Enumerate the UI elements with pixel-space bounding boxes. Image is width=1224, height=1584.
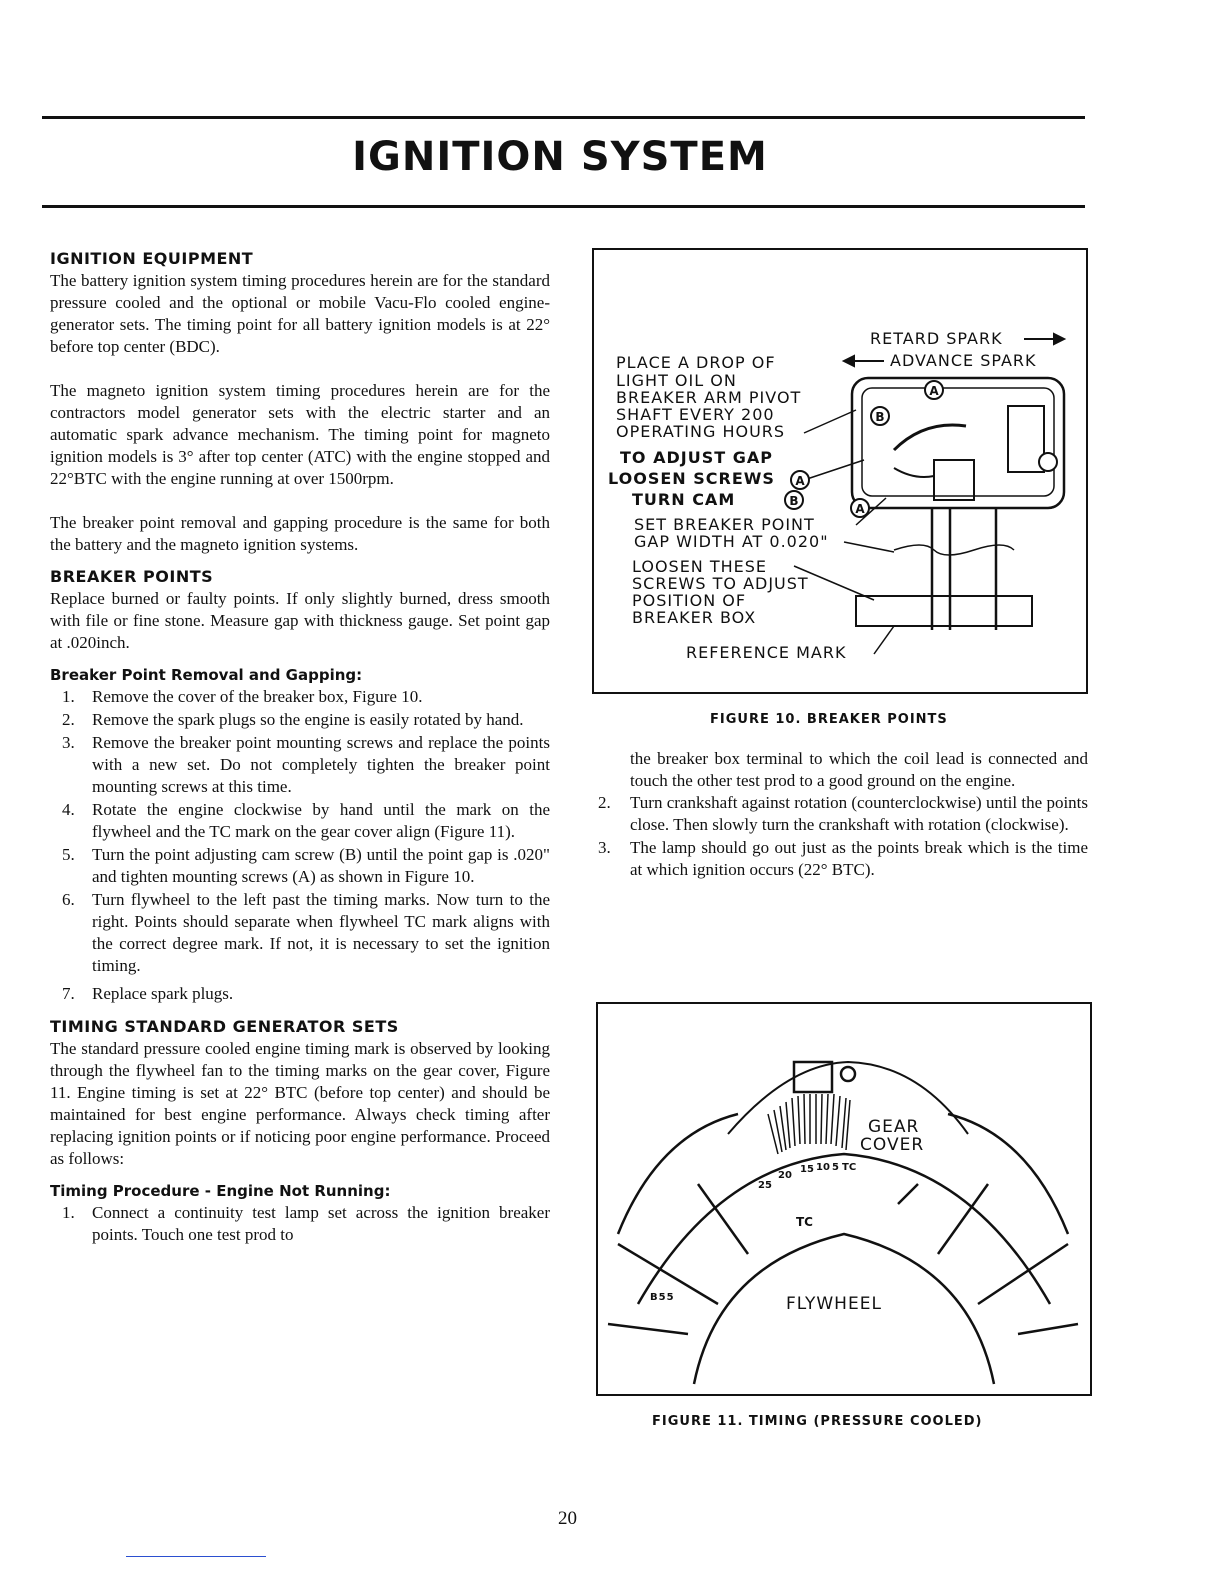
list-item: 2. Turn crankshaft against rotation (counterclockwise) until the points close. Then slowly turn the crankshaft with rotation (clockwise). (598, 793, 1088, 834)
svg-text:GEAR: GEAR (868, 1117, 920, 1137)
breaker-steps-list (50, 686, 550, 1005)
svg-text:TURN CAM: TURN CAM (632, 490, 736, 509)
paragraph: The magneto ignition system timing procedures herein are for the contractors model generator sets with the electric starter and an automatic spark advance mechanism. The timing point for magneto ignition models is 3° after top center (ATC) with the engine stopped and 22°BTC with the engine running at over 1500rpm. (50, 381, 550, 488)
list-item: 7. Replace spark plugs. (62, 984, 234, 1003)
paragraph: The breaker point removal and gapping procedure is the same for both the battery and the magneto ignition systems. (50, 513, 550, 554)
svg-text:A: A (929, 384, 939, 398)
svg-text:10: 10 (816, 1162, 830, 1173)
paragraph: Replace burned or faulty points. If only slightly burned, dress smooth with file or fine stone. Measure gap with thickness gauge. Set point gap at .020inch. (50, 589, 550, 652)
svg-text:A: A (795, 474, 805, 488)
svg-text:20: 20 (778, 1170, 792, 1181)
svg-text:FLYWHEEL: FLYWHEEL (786, 1294, 882, 1314)
timing-steps-list (50, 1202, 550, 1246)
timing-steps-list-continued (598, 792, 1088, 881)
list-item: 3. The lamp should go out just as the points break which is the time at which ignition occurs (22° BTC). (598, 838, 1088, 879)
svg-text:SCREWS TO ADJUST: SCREWS TO ADJUST (632, 574, 809, 593)
list-item: 3. Remove the breaker point mounting screws and replace the points with a new set. Do not completely tighten the breaker point mounting screws at this time. (62, 733, 550, 796)
section-heading-ignition-equipment: IGNITION EQUIPMENT (50, 249, 254, 268)
list-item: 4. Rotate the engine clockwise by hand until the mark on the flywheel and the TC mark on the gear cover align (Figure 11). (62, 800, 550, 841)
figure-10-caption: FIGURE 10. BREAKER POINTS (710, 712, 948, 727)
svg-text:TC: TC (842, 1162, 857, 1173)
svg-text:LOOSEN THESE: LOOSEN THESE (632, 557, 768, 576)
subheading-timing-procedure: Timing Procedure - Engine Not Running: (50, 1182, 391, 1200)
figure-11-caption: FIGURE 11. TIMING (PRESSURE COOLED) (652, 1414, 983, 1429)
svg-text:B: B (875, 410, 885, 424)
svg-text:BREAKER ARM PIVOT: BREAKER ARM PIVOT (616, 388, 802, 407)
timing-diagram (598, 1004, 1090, 1394)
svg-text:LIGHT OIL ON: LIGHT OIL ON (616, 371, 737, 390)
paragraph: the breaker box terminal to which the coil lead is connected and touch the other test prod to a good ground on the engine. (630, 749, 1088, 790)
section-heading-timing-standard: TIMING STANDARD GENERATOR SETS (50, 1017, 399, 1036)
svg-text:COVER: COVER (860, 1135, 925, 1155)
svg-text:TO ADJUST GAP: TO ADJUST GAP (620, 448, 773, 467)
page-number: 20 (558, 1508, 577, 1529)
svg-text:POSITION OF: POSITION OF (632, 591, 747, 610)
svg-text:GAP WIDTH AT 0.020": GAP WIDTH AT 0.020" (634, 532, 829, 551)
footer-line (126, 1556, 266, 1557)
svg-text:SHAFT EVERY 200: SHAFT EVERY 200 (616, 405, 775, 424)
svg-text:LOOSEN SCREWS: LOOSEN SCREWS (608, 469, 775, 488)
section-heading-breaker-points: BREAKER POINTS (50, 567, 214, 586)
subheading-removal-gapping: Breaker Point Removal and Gapping: (50, 666, 363, 684)
list-item: 2. Remove the spark plugs so the engine is easily rotated by hand. (62, 710, 524, 729)
list-item: 1. Connect a continuity test lamp set across the ignition breaker points. Touch one test prod to (62, 1203, 550, 1244)
left-column (50, 248, 550, 1247)
right-column (598, 748, 1088, 882)
page-title: IGNITION SYSTEM (352, 134, 768, 180)
svg-text:25: 25 (758, 1180, 772, 1191)
paragraph: The battery ignition system timing procedures herein are for the standard pressure cooled and the optional or mobile Vacu-Flo cooled engine-generator sets. The timing point for all battery ignition models is at 22° before top center (BDC). (50, 271, 550, 356)
svg-text:REFERENCE MARK: REFERENCE MARK (686, 643, 847, 662)
list-item: 5. Turn the point adjusting cam screw (B) until the point gap is .020" and tighten mounting screws (A) as shown in Figure 10. (62, 845, 550, 886)
list-item: 6. Turn flywheel to the left past the timing marks. Now turn to the right. Points should separate when flywheel TC mark aligns with the correct degree mark. If not, it is necessary to set the ignition timing. (62, 890, 550, 975)
svg-text:TC: TC (796, 1215, 813, 1229)
paragraph: The standard pressure cooled engine timing mark is observed by looking through the flywheel fan to the timing marks on the gear cover, Figure 11. Engine timing is set at 22° BTC (before top center) and should be maintained for best engine performance. Always check timing after replacing ignition points or if noticing poor engine performance. Proceed as follows: (50, 1039, 550, 1168)
title-underline-rule (42, 205, 1085, 208)
svg-text:15: 15 (800, 1164, 814, 1175)
svg-text:5: 5 (832, 1162, 839, 1173)
svg-text:B55: B55 (650, 1292, 675, 1303)
svg-text:PLACE A DROP OF: PLACE A DROP OF (616, 353, 776, 372)
svg-text:B: B (789, 494, 799, 508)
svg-text:ADVANCE SPARK: ADVANCE SPARK (890, 351, 1037, 370)
svg-text:BREAKER BOX: BREAKER BOX (632, 608, 757, 627)
breaker-points-diagram (594, 250, 1086, 692)
figure-10-breaker-points (592, 248, 1088, 694)
svg-text:RETARD SPARK: RETARD SPARK (870, 329, 1003, 348)
svg-text:A: A (855, 502, 865, 516)
svg-text:SET BREAKER POINT: SET BREAKER POINT (634, 515, 815, 534)
top-rule (42, 116, 1085, 119)
figure-11-timing (596, 1002, 1092, 1396)
svg-text:OPERATING HOURS: OPERATING HOURS (616, 422, 786, 441)
list-item: 1. Remove the cover of the breaker box, Figure 10. (62, 687, 423, 706)
